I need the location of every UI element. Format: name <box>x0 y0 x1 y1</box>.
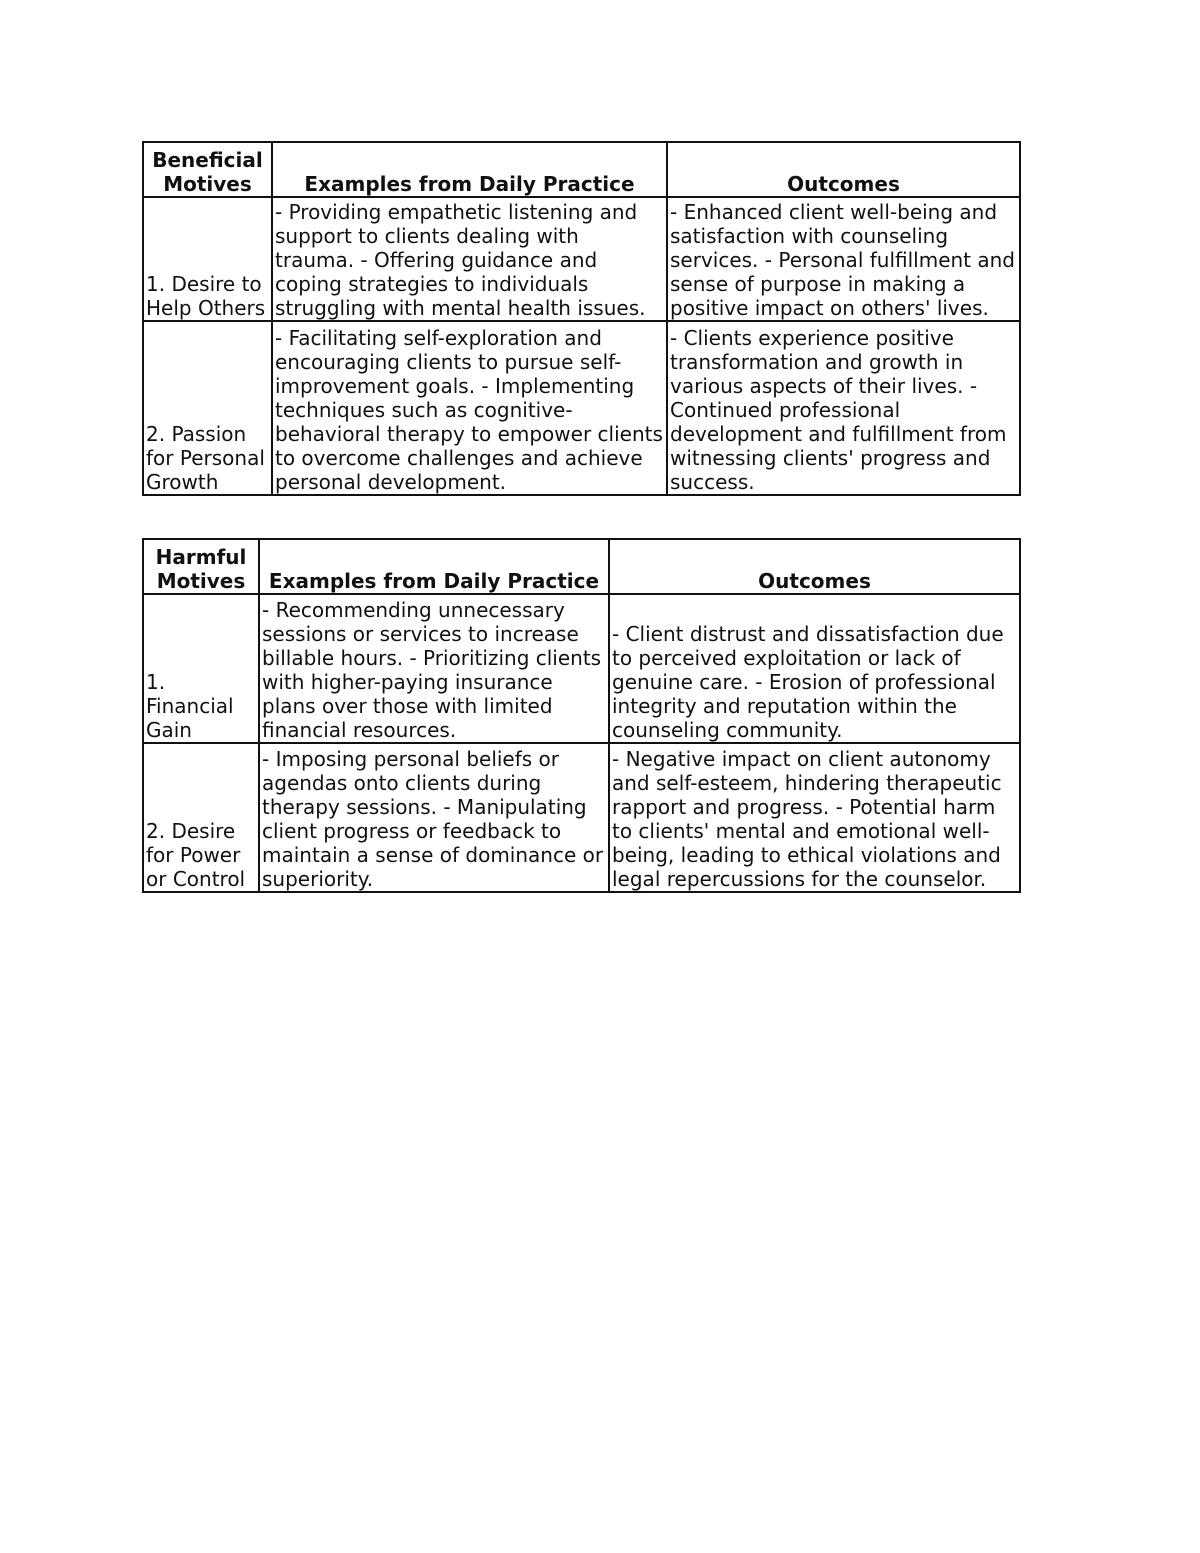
motive-cell: 1. Desire to Help Others <box>143 197 272 321</box>
motive-cell: 2. Desire for Power or Control <box>143 743 259 892</box>
header-cell-outcomes: Outcomes <box>609 539 1020 594</box>
header-cell-motives: Harmful Motives <box>143 539 259 594</box>
outcomes-cell: - Clients experience positive transformation and growth in various aspects of their lives. - Continued professional development and fulfillment from witnessing clients' progress and success. <box>667 321 1020 495</box>
table-header-row <box>143 539 1020 594</box>
outcomes-cell: - Enhanced client well-being and satisfaction with counseling services. - Personal fulfillment and sense of purpose in making a positive impact on others' lives. <box>667 197 1020 321</box>
motive-cell: 2. Passion for Personal Growth <box>143 321 272 495</box>
header-cell-motives: Beneficial Motives <box>143 142 272 197</box>
examples-cell: - Recommending unnecessary sessions or services to increase billable hours. - Prioritizing clients with higher-paying insurance plans over those with limited financial resources. <box>259 594 609 743</box>
header-cell-examples: Examples from Daily Practice <box>272 142 667 197</box>
header-cell-examples: Examples from Daily Practice <box>259 539 609 594</box>
motive-cell: 1. Financial Gain <box>143 594 259 743</box>
table-row <box>143 197 1020 321</box>
beneficial-motives-table <box>142 141 1021 496</box>
outcomes-cell: - Negative impact on client autonomy and self-esteem, hindering therapeutic rapport and progress. - Potential harm to clients' mental and emotional well-being, leading to ethical violations and legal repercussions for the counselor. <box>609 743 1020 892</box>
table-row <box>143 321 1020 495</box>
examples-cell: - Imposing personal beliefs or agendas onto clients during therapy sessions. - Manipulating client progress or feedback to maintain a sense of dominance or superiority. <box>259 743 609 892</box>
examples-cell: - Providing empathetic listening and support to clients dealing with trauma. - Offering guidance and coping strategies to individuals struggling with mental health issues. <box>272 197 667 321</box>
table-row <box>143 594 1020 743</box>
outcomes-cell: - Client distrust and dissatisfaction due to perceived exploitation or lack of genuine care. - Erosion of professional integrity and reputation within the counseling community. <box>609 594 1020 743</box>
examples-cell: - Facilitating self-exploration and encouraging clients to pursue self-improvement goals. - Implementing techniques such as cognitive-behavioral therapy to empower clients to overcome challenges and achieve personal development. <box>272 321 667 495</box>
header-cell-outcomes: Outcomes <box>667 142 1020 197</box>
table-header-row <box>143 142 1020 197</box>
harmful-motives-table <box>142 538 1021 893</box>
table-row <box>143 743 1020 892</box>
